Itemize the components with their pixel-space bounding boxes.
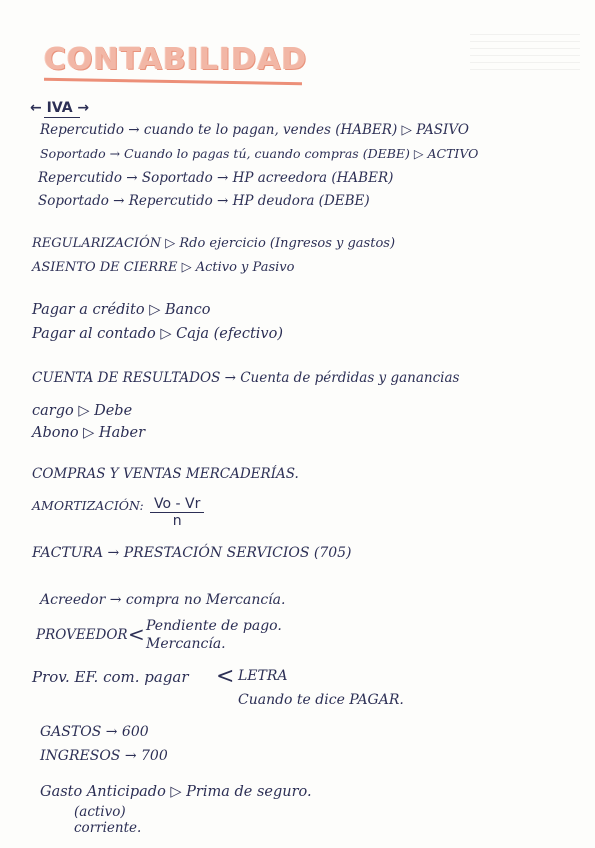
- note-line: GASTOS → 600: [40, 724, 149, 740]
- fraction-denominator: n: [172, 513, 182, 529]
- note-line: Soportado → Cuando lo pagas tú, cuando compras (DEBE) ▷ ACTIVO: [40, 146, 479, 161]
- fraction-numerator: Vo - Vr: [150, 496, 204, 513]
- note-line: REGULARIZACIÓN ▷ Rdo ejercicio (Ingresos y gastos): [32, 236, 396, 251]
- note-line: AMORTIZACIÓN:: [32, 498, 144, 513]
- note-line: Pendiente de pago.: [146, 618, 282, 634]
- note-line: cargo ▷ Debe: [32, 403, 133, 419]
- note-line: Cuando te dice PAGAR.: [238, 692, 404, 708]
- note-line: Prov. EF. com. pagar: [32, 668, 189, 686]
- note-line: PROVEEDOR: [36, 627, 128, 643]
- branch-arrow: <: [216, 664, 235, 689]
- amortization-fraction: [150, 496, 204, 529]
- note-line: LETRA: [238, 668, 288, 684]
- note-line: Pagar al contado ▷ Caja (efectivo): [32, 326, 283, 342]
- note-line: (activo): [74, 804, 126, 820]
- note-line: Abono ▷ Haber: [32, 425, 146, 441]
- note-line: COMPRAS Y VENTAS MERCADERÍAS.: [32, 466, 299, 482]
- note-line: Gasto Anticipado ▷ Prima de seguro.: [40, 784, 312, 800]
- note-line: FACTURA → PRESTACIÓN SERVICIOS (705): [32, 545, 352, 561]
- note-line: Acreedor → compra no Mercancía.: [40, 592, 286, 608]
- note-line: Repercutido → cuando te lo pagan, vendes (HABER) ▷ PASIVO: [40, 122, 469, 138]
- note-line: Pagar a crédito ▷ Banco: [32, 302, 211, 318]
- show-through-mark: [470, 30, 580, 70]
- note-line: INGRESOS → 700: [40, 748, 168, 764]
- note-line: Soportado → Repercutido → HP deudora (DEBE): [38, 193, 370, 209]
- note-line: Mercancía.: [146, 636, 226, 652]
- page-title: CONTABILIDAD: [44, 42, 308, 77]
- note-line: corriente.: [74, 820, 142, 836]
- title-underline: [44, 78, 302, 86]
- note-line: Repercutido → Soportado → HP acreedora (HABER): [38, 170, 394, 186]
- branch-arrow: <: [128, 622, 145, 646]
- note-line: ASIENTO DE CIERRE ▷ Activo y Pasivo: [32, 260, 295, 275]
- iva-underline: [44, 117, 80, 118]
- iva-heading: ← IVA →: [30, 100, 90, 116]
- note-line: CUENTA DE RESULTADOS → Cuenta de pérdidas y ganancias: [32, 370, 460, 386]
